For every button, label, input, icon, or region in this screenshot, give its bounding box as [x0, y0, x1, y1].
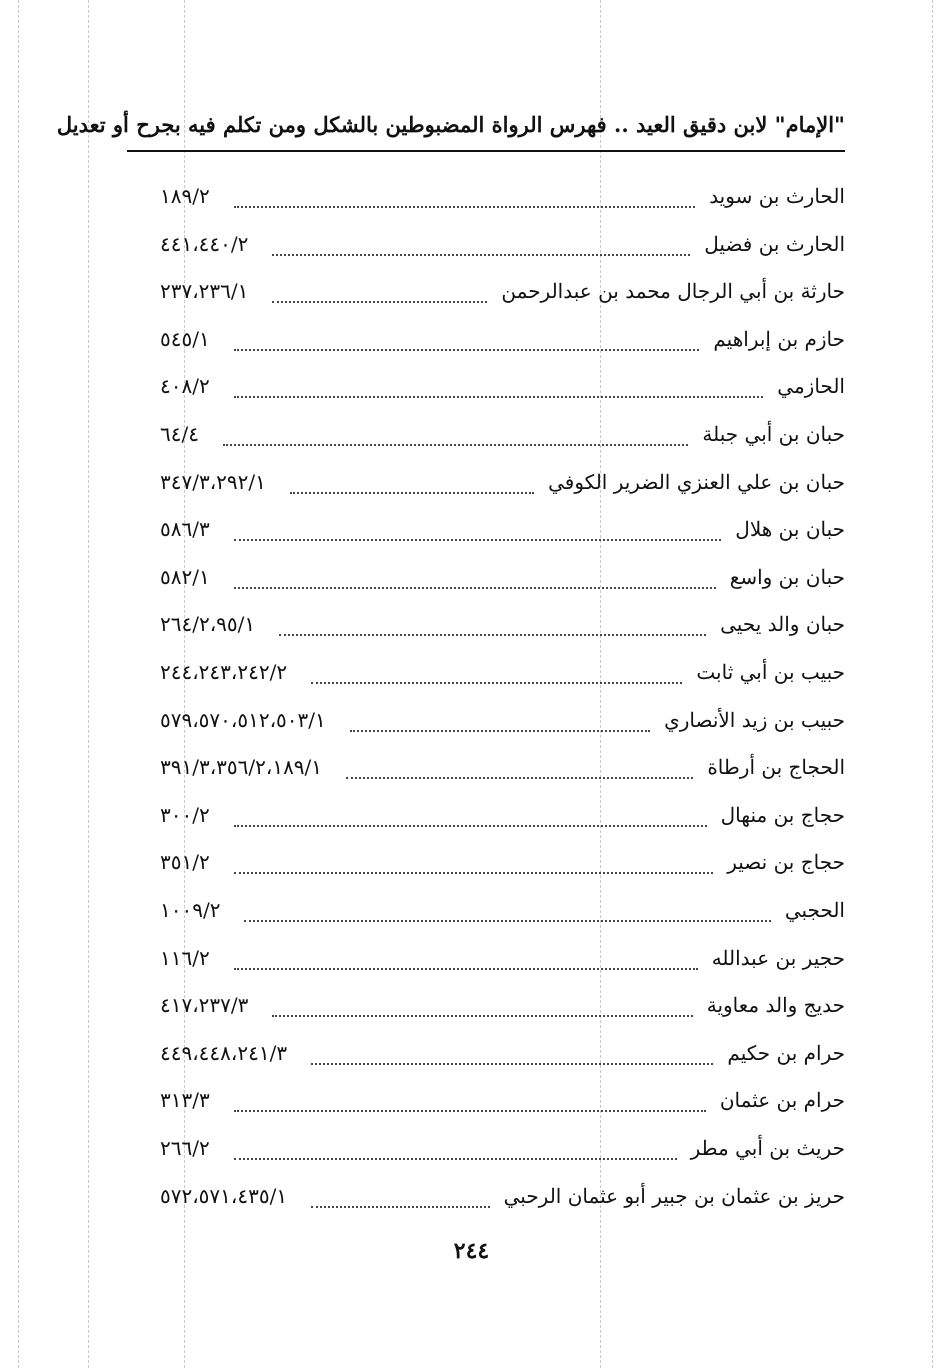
narrator-name: الحارث بن سويد [709, 184, 845, 208]
volume-page-reference: ٥٤٥/١ [160, 326, 210, 351]
volume-page-reference: ٤٠٨/٢ [160, 374, 210, 399]
dot-leader [290, 472, 534, 494]
dot-leader [272, 281, 487, 303]
index-entry [160, 321, 845, 357]
index-entry [160, 416, 845, 452]
index-entry [160, 844, 845, 880]
index-entry [160, 892, 845, 928]
dot-leader [311, 662, 682, 684]
volume-page-reference: ١٠٠٩/٢ [160, 898, 221, 922]
narrator-name: حرام بن عثمان [719, 1088, 845, 1113]
narrator-name: حبان بن هلال [735, 517, 845, 542]
dot-leader [272, 995, 692, 1017]
volume-page-reference: ٥٧٢،٥٧١،٤٣٥/١ [160, 1183, 288, 1208]
volume-page-reference: ٣٠٠/٢ [160, 802, 210, 827]
narrator-name: حبان بن علي العنزي الضرير الكوفي [548, 469, 845, 494]
dot-leader [234, 1090, 706, 1112]
dot-leader [234, 852, 714, 874]
index-entry [160, 654, 845, 690]
narrator-name: الحجاج بن أرطاة [707, 755, 845, 780]
narrator-name: حديج والد معاوية [706, 993, 845, 1018]
page-number: ٢٤٤ [453, 1238, 490, 1264]
dot-leader [234, 948, 698, 970]
dot-leader [234, 1138, 677, 1160]
index-entry [160, 1178, 845, 1214]
dot-leader [350, 710, 650, 732]
index-entry [160, 178, 845, 214]
volume-page-reference: ٣٩١/٣،٣٥٦/٢،١٨٩/١ [160, 755, 323, 780]
narrator-name: حرام بن حكيم [727, 1040, 845, 1065]
volume-page-reference: ٤٤٩،٤٤٨،٢٤١/٣ [160, 1040, 288, 1065]
volume-page-reference: ٤١٧،٢٣٧/٣ [160, 993, 249, 1018]
narrator-name: حبان والد يحيى [720, 612, 845, 637]
narrator-name: حريز بن عثمان بن جبير أبو عثمان الرحبي [503, 1183, 845, 1208]
dot-leader [234, 805, 707, 827]
narrator-name: حبيب بن زيد الأنصاري [664, 707, 845, 732]
volume-page-reference: ٣٥١/٢ [160, 850, 210, 875]
dot-leader [311, 1186, 490, 1208]
volume-page-reference: ٤٤١،٤٤٠/٢ [160, 231, 249, 256]
dot-leader [272, 234, 690, 256]
narrator-name: حريث بن أبي مطر [690, 1136, 845, 1160]
narrator-name: حبان بن واسع [729, 564, 845, 589]
narrator-name: حجير بن عبدالله [711, 945, 845, 970]
dot-leader [223, 424, 688, 446]
volume-page-reference: ٢٦٦/٢ [160, 1136, 210, 1160]
index-entry [160, 1035, 845, 1071]
index-entry [160, 606, 845, 642]
volume-page-reference: ٢٤٤،٢٤٣،٢٤٢/٢ [160, 660, 288, 684]
index-entry [160, 940, 845, 976]
dot-leader [244, 900, 770, 922]
narrator-name: حازم بن إبراهيم [713, 326, 845, 351]
volume-page-reference: ٥٨٦/٣ [160, 517, 210, 542]
dot-leader [234, 186, 695, 208]
index-entry [160, 797, 845, 833]
volume-page-reference: ١١٦/٢ [160, 945, 210, 970]
index-entry [160, 368, 845, 404]
volume-page-reference: ٢٦٤/٢،٩٥/١ [160, 612, 256, 637]
index-entry [160, 749, 845, 785]
volume-page-reference: ٣١٣/٣ [160, 1088, 210, 1113]
index-entry [160, 226, 845, 262]
index-entry [160, 273, 845, 309]
narrator-name: الحجبي [784, 898, 845, 922]
volume-page-reference: ٥٧٩،٥٧٠،٥١٢،٥٠٣/١ [160, 707, 326, 732]
dot-leader [346, 757, 693, 779]
dot-leader [234, 567, 716, 589]
page-header-title: "الإمام" لابن دقيق العيد .. فهرس الرواة المضبوطين بالشكل ومن تكلم فيه بجرح أو تعديل [56, 112, 845, 137]
index-entry [160, 464, 845, 500]
dot-leader [234, 519, 722, 541]
narrator-name: الحازمي [777, 374, 845, 399]
narrator-name: حبيب بن أبي ثابت [696, 660, 845, 684]
volume-page-reference: ١٨٩/٢ [160, 184, 210, 208]
index-entry [160, 559, 845, 595]
dot-leader [311, 1043, 713, 1065]
narrator-name: حبان بن أبي جبلة [702, 422, 845, 446]
narrator-name: حجاج بن منهال [720, 802, 845, 827]
index-entry [160, 702, 845, 738]
index-entry [160, 987, 845, 1023]
narrator-name: حجاج بن نصير [727, 850, 845, 875]
volume-page-reference: ٢٣٧،٢٣٦/١ [160, 279, 249, 304]
index-entry [160, 1130, 845, 1166]
volume-page-reference: ٣٤٧/٣،٢٩٢/١ [160, 469, 266, 494]
volume-page-reference: ٥٨٢/١ [160, 564, 210, 589]
index-entry [160, 511, 845, 547]
narrator-name: حارثة بن أبي الرجال محمد بن عبدالرحمن [501, 279, 845, 304]
dot-leader [234, 376, 764, 398]
dot-leader [279, 614, 706, 636]
index-entry [160, 1082, 845, 1118]
dot-leader [234, 329, 700, 351]
volume-page-reference: ٦٤/٤ [160, 422, 199, 446]
narrator-name: الحارث بن فضيل [704, 231, 845, 256]
